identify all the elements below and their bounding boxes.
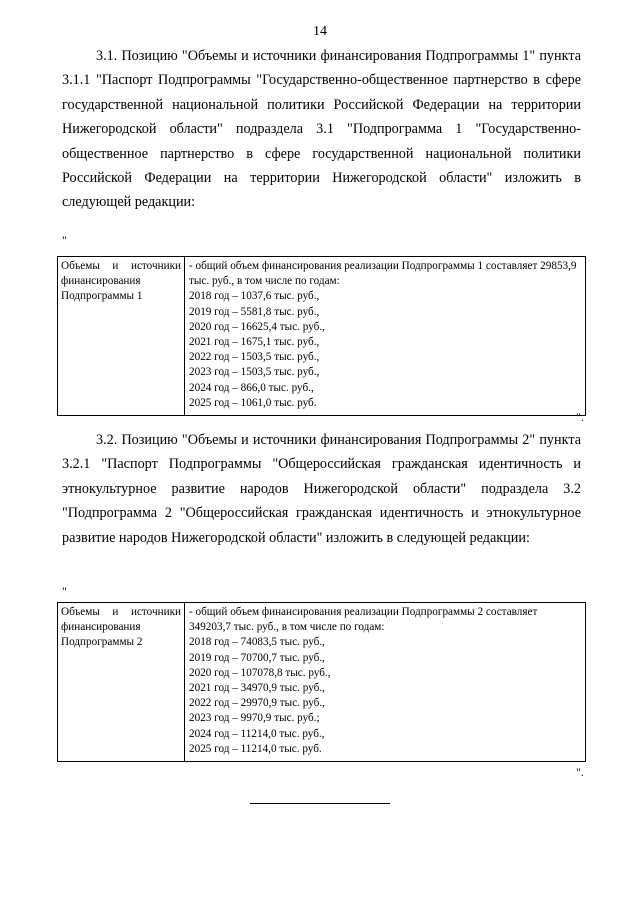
section2-quote-close: ". [576, 765, 584, 779]
section1-quote-close: ". [576, 410, 584, 424]
section1-paragraph-text: 3.1. Позицию "Объемы и источники финансирования Подпрограммы 1" пункта 3.1.1 "Паспорт Подпрограммы "Государственно-общественное партнерство в сфере государственной национальной политики Российской Федерации на территории Нижегородской области" подраздела 3.1 "Подпрограмма 1 "Государственно-общественное партнерство в сфере государственной национальной политики Российской Федерации на территории Нижегородской области" изложить в следующей редакции: [62, 48, 581, 211]
funding-year-line: 2018 год – 74083,5 тыс. руб., [189, 636, 325, 649]
funding-year-line: 2019 год – 70700,7 тыс. руб., [189, 651, 325, 664]
funding-summary: - общий объем финансирования реализации Подпрограммы 2 составляет 349203,7 тыс. руб., в том числе по годам: [189, 606, 538, 634]
section2-quote-open: " [62, 584, 67, 598]
section2-paragraph-text: 3.2. Позицию "Объемы и источники финансирования Подпрограммы 2" пункта 3.2.1 "Паспорт Подпрограммы "Общероссийская гражданская идентичность и этнокультурное развитие народов Нижегородской области" подраздела 3.2 "Подпрограмма 2 "Общероссийская гражданская идентичность и этнокультурное развитие народов Нижегородской области" изложить в следующей редакции: [62, 432, 581, 546]
section1-paragraph [62, 44, 581, 215]
funding-label-cell: Объемы и источники финансирования Подпрограммы 1 [58, 257, 185, 416]
funding-year-line: 2023 год – 1503,5 тыс. руб., [189, 366, 320, 379]
funding-year-line: 2020 год – 107078,8 тыс. руб., [189, 666, 331, 679]
funding-year-line: 2021 год – 1675,1 тыс. руб., [189, 336, 320, 349]
section2-paragraph [62, 428, 581, 550]
funding-year-line: 2023 год – 9970,9 тыс. руб.; [189, 712, 320, 725]
funding-label-cell: Объемы и источники финансирования Подпрограммы 2 [58, 603, 185, 762]
footnote-divider [250, 803, 390, 804]
funding-value-cell [185, 603, 586, 762]
funding-year-line: 2022 год – 1503,5 тыс. руб., [189, 351, 320, 364]
funding-year-line: 2019 год – 5581,8 тыс. руб., [189, 305, 320, 318]
funding-year-line: 2024 год – 866,0 тыс. руб., [189, 381, 314, 394]
funding-year-line: 2024 год – 11214,0 тыс. руб., [189, 727, 325, 740]
section1-quote-open: " [62, 233, 67, 247]
funding-value-cell [185, 257, 586, 416]
page-number: 14 [313, 24, 327, 39]
funding-year-line: 2025 год – 1061,0 тыс. руб. [189, 396, 317, 409]
funding-year-line: 2022 год – 29970,9 тыс. руб., [189, 697, 325, 710]
section1-funding-table [57, 256, 586, 416]
funding-year-line: 2020 год – 16625,4 тыс. руб., [189, 320, 325, 333]
table-row [58, 257, 586, 416]
funding-year-line: 2025 год – 11214,0 тыс. руб. [189, 742, 322, 755]
funding-year-line: 2018 год – 1037,6 тыс. руб., [189, 290, 320, 303]
funding-summary: - общий объем финансирования реализации Подпрограммы 1 составляет 29853,9 тыс. руб., в том числе по годам: [189, 260, 577, 288]
funding-year-line: 2021 год – 34970,9 тыс. руб., [189, 682, 325, 695]
section2-funding-table [57, 602, 586, 762]
table-row [58, 603, 586, 762]
